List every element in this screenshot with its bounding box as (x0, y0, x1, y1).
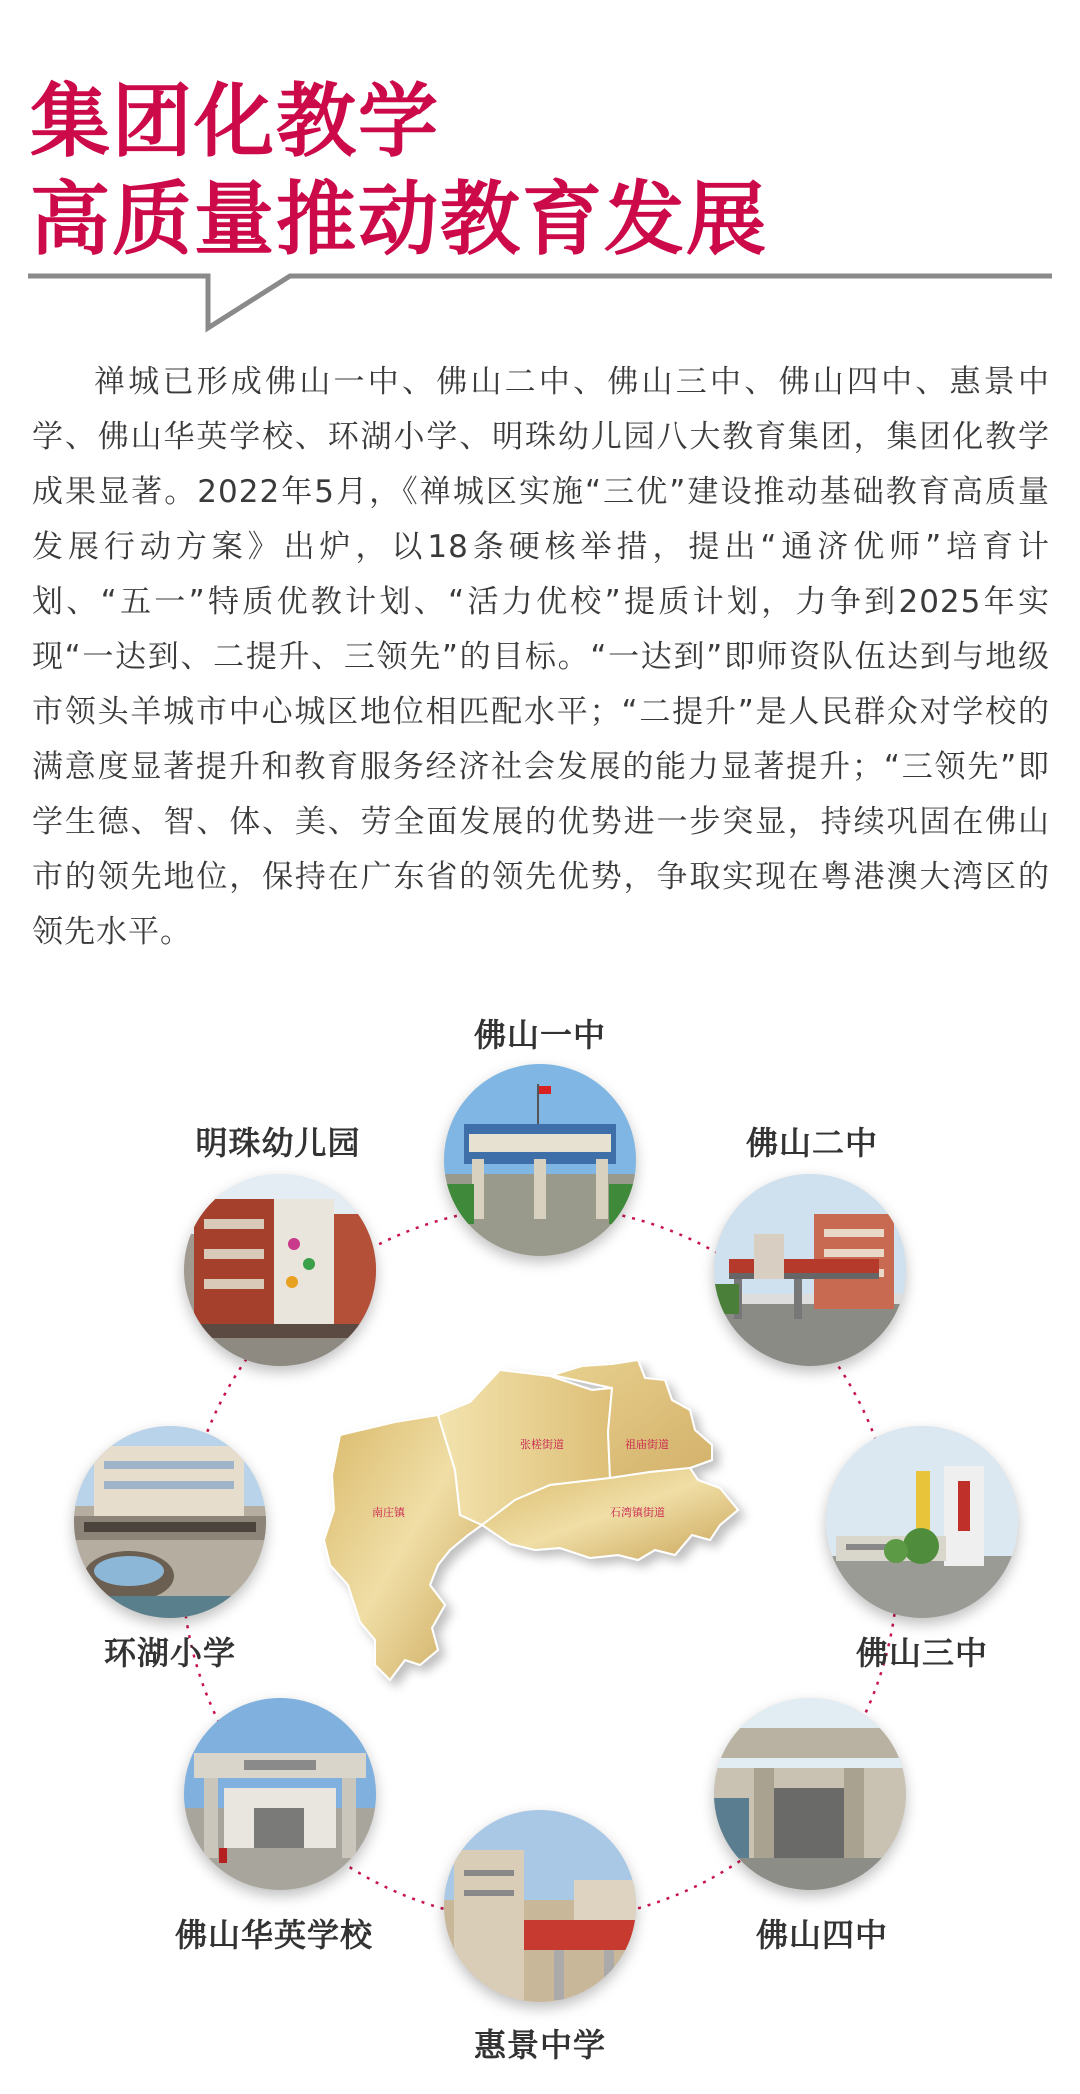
school-label-foshan-no2: 佛山二中 (745, 1124, 879, 1162)
education-group-diagram (0, 980, 1080, 2094)
school-photo-foshan-no1 (444, 1064, 636, 1256)
map-label-zhangcha: 张槎街道 (520, 1438, 564, 1451)
school-photo-mingzhu-kindergarten (184, 1174, 376, 1366)
school-label-huijing: 惠景中学 (473, 2026, 607, 2064)
school-label-foshan-no1: 佛山一中 (473, 1016, 607, 1054)
map-label-zumiao: 祖庙街道 (625, 1438, 669, 1451)
title-line-1: 集团化教学 (30, 75, 440, 168)
school-photo-foshan-huaying (184, 1698, 376, 1890)
map-label-nanzhuang: 南庄镇 (372, 1506, 405, 1519)
school-label-huanhu-primary: 环湖小学 (103, 1634, 237, 1672)
school-photo-foshan-no3 (826, 1426, 1018, 1618)
intro-paragraph: 禅城已形成佛山一中、佛山二中、佛山三中、佛山四中、惠景中学、佛山华英学校、环湖小学、明珠幼儿园八大教育集团，集团化教学成果显著。2022年5月，《禅城区实施“三优”建设推动基础教育高质量发展行动方案》出炉，以18条硬核举措，提出“通济优师”培育计划、“五一”特质优教计划、“活力优校”提质计划，力争到2025年实现“一达到、二提升、三领先”的目标。“一达到”即师资队伍达到与地级市领头羊城市中心城区地位相匹配水平；“二提升”是人民群众对学校的满意度显著提升和教育服务经济社会发展的能力显著提升；“三领先”即学生德、智、体、美、劳全面发展的优势进一步突显，持续巩固在佛山市的领先地位，保持在广东省的领先优势，争取实现在粤港澳大湾区的领先水平。 (32, 364, 1050, 950)
school-photo-foshan-no2 (714, 1174, 906, 1366)
chancheng-district-map (320, 1360, 770, 1704)
title-line-2: 高质量推动教育发展 (30, 173, 768, 266)
school-label-mingzhu-kindergarten: 明珠幼儿园 (195, 1124, 361, 1162)
school-label-foshan-huaying: 佛山华英学校 (174, 1916, 374, 1954)
school-label-foshan-no4: 佛山四中 (755, 1916, 889, 1954)
school-photo-foshan-no4 (714, 1698, 906, 1890)
map-label-shiwan: 石湾镇街道 (610, 1506, 665, 1519)
school-label-foshan-no3: 佛山三中 (855, 1634, 989, 1672)
title-callout-underline (0, 260, 1080, 340)
school-photo-huijing (444, 1810, 636, 2002)
school-photo-huanhu-primary (74, 1426, 266, 1618)
